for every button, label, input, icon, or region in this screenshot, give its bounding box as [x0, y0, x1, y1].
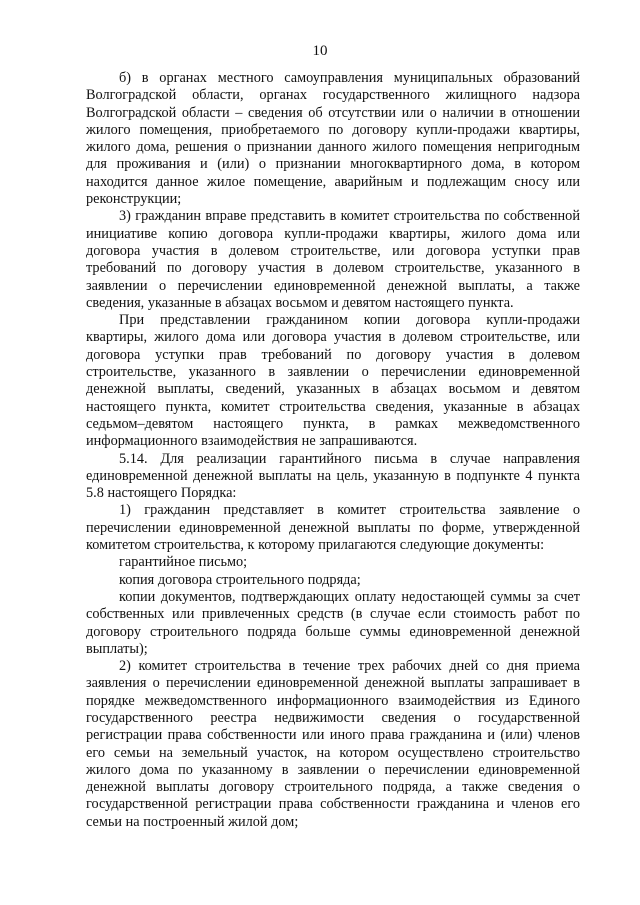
- list-item-contract-copy: копия договора строительного подряда;: [119, 571, 361, 588]
- page-number: 10: [312, 43, 328, 59]
- paragraph-item-1: 1) гражданин представляет в комитет строительства заявление о перечислении единовременной денежной выплаты по форме, утвержденной комитетом строительства, к которому прилагаются следующие документы:: [86, 502, 580, 554]
- list-item-guarantee-letter: гарантийное письмо;: [119, 554, 248, 571]
- paragraph-subitem-b: б) в органах местного самоуправления муниципальных образований Волгоградской области, органах государственного жилищного надзора Волгоградской области – сведения об отсутствии или о наличии в отношении жилого помещения, приобретаемого по договору купли-продажи квартиры, жилого дома, решения о признании данного жилого помещения непригодным для проживания и (или) о признании многоквартирного дома, в котором находится данное жилое помещение, аварийным и подлежащим сносу или реконструкции;: [86, 70, 580, 208]
- paragraph-item-3: 3) гражданин вправе представить в комитет строительства по собственной инициативе копию договора купли-продажи квартиры, жилого дома или договора участия в долевом строительстве, или договора уступки прав требований по договору участия в долевом строительстве, указанного в заявлении о перечислении единовременной денежной выплаты, а также сведения, указанные в абзацах восьмом и девятом настоящего пункта.: [86, 208, 580, 311]
- paragraph-section-5-14: 5.14. Для реализации гарантийного письма в случае направления единовременной денежной выплаты на цель, указанную в подпункте 4 пункта 5.8 настоящего Порядка:: [86, 450, 580, 502]
- document-body: [86, 70, 580, 831]
- list-item-payment-documents: копии документов, подтверждающих оплату недостающей суммы за счет собственных или привлеченных средств (в случае если стоимость работ по договору строительного подряда больше суммы единовременной денежной выплаты);: [86, 588, 580, 657]
- paragraph-item-2: 2) комитет строительства в течение трех рабочих дней со дня приема заявления о перечислении единовременной денежной выплаты запрашивает в порядке межведомственного информационного взаимодействия из Единого государственного реестра недвижимости сведения о государственной регистрации права собственности или иного права гражданина и (или) членов его семьи на земельный участок, на котором осуществлено строительство жилого дома по указанному в заявлении о перечислении единовременной денежной выплаты договору строительного подряда, а также сведения о государственной регистрации права собственности гражданина и членов его семьи на построенный жилой дом;: [86, 658, 580, 830]
- paragraph-submission-note: При представлении гражданином копии договора купли-продажи квартиры, жилого дома или договора участия в долевом строительстве, или договора уступки прав требований по договору участия в долевом строительстве, указанного в заявлении о перечислении единовременной денежной выплаты, сведений, указанных в абзацах восьмом и девятом настоящего пункта, комитет строительства сведения, указанные в абзацах седьмом–девятом настоящего пункта, в рамках межведомственного информационного взаимодействия не запрашиваются.: [86, 312, 580, 450]
